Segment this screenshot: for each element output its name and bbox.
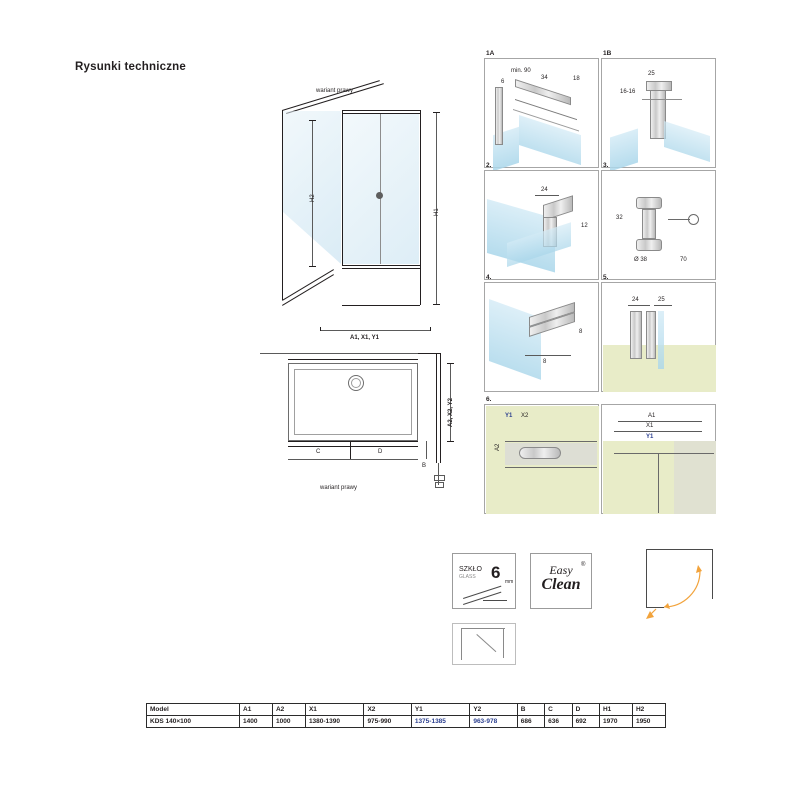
dim-1b-1616: 16-16 (620, 89, 636, 95)
dim-3-70: 70 (680, 257, 687, 263)
glass-label-sub: GLASS (459, 574, 476, 580)
cell-a1: 1400 (240, 716, 273, 728)
table-header-row (147, 704, 666, 716)
th-a2: A2 (272, 704, 305, 716)
panel-label-5: 5. (603, 274, 609, 281)
th-c: C (545, 704, 572, 716)
table-row (147, 716, 666, 728)
easy-clean-easy: Easy (549, 563, 573, 577)
dim-6-x2: X2 (521, 413, 529, 419)
dim-2-24: 24 (541, 187, 548, 193)
th-a1: A1 (240, 704, 273, 716)
dim-2-12: 12 (581, 223, 588, 229)
dim-1a-min90: min. 90 (511, 68, 531, 74)
cell-x2: 975-990 (364, 716, 411, 728)
detail-panel-3 (601, 170, 716, 280)
dim-5-24: 24 (632, 297, 639, 303)
specification-table (146, 703, 666, 728)
mini-door-diagram (452, 623, 516, 665)
door-swing-diagram (640, 547, 720, 619)
panel-label-4: 4. (486, 274, 492, 281)
dim-c: C (316, 449, 321, 455)
th-model: Model (147, 704, 240, 716)
easy-clean-icon (530, 553, 592, 609)
cell-model: KDS 140×100 (147, 716, 240, 728)
dim-1a-18: 18 (573, 76, 580, 82)
detail-panel-6 (484, 404, 599, 514)
dim-7-y1: Y1 (646, 434, 654, 440)
plan-caption: wariant prawy (320, 485, 358, 491)
cell-c: 636 (545, 716, 572, 728)
glass-thickness-icon (452, 553, 516, 609)
dim-1b-25: 25 (648, 71, 655, 77)
cell-y2: 963-978 (470, 716, 517, 728)
dim-7-a1: A1 (648, 413, 656, 419)
th-b: B (517, 704, 544, 716)
registered-mark: ® (581, 562, 586, 568)
panel-label-2: 2. (486, 162, 492, 169)
cell-d: 692 (572, 716, 599, 728)
cell-h1: 1970 (599, 716, 632, 728)
dim-h1: H1 (434, 208, 440, 216)
feature-icons (440, 545, 730, 665)
cell-b: 686 (517, 716, 544, 728)
glass-thickness-unit: mm (505, 579, 514, 585)
dim-6-a2: A2 (495, 443, 501, 451)
panel-label-1b: 1B (603, 50, 612, 57)
dim-3-d38: Ø 38 (634, 257, 648, 263)
th-h1: H1 (599, 704, 632, 716)
th-y1: Y1 (411, 704, 470, 716)
dim-6-y1: Y1 (505, 413, 513, 419)
glass-thickness-value: 6 (491, 563, 501, 582)
detail-panel-4 (484, 282, 599, 392)
easy-clean-clean: Clean (541, 576, 581, 593)
dim-d: D (378, 449, 383, 455)
panel-label-6: 6. (486, 396, 492, 403)
dim-5-25: 25 (658, 297, 665, 303)
panel-label-3: 3. (603, 162, 609, 169)
th-y2: Y2 (470, 704, 517, 716)
dim-1a-34: 34 (541, 75, 548, 81)
cell-a2: 1000 (272, 716, 305, 728)
dim-b: B (422, 463, 427, 469)
cell-y1: 1375-1385 (411, 716, 470, 728)
dim-h2: H2 (310, 194, 316, 202)
glass-label-top: SZKŁO (459, 566, 482, 573)
detail-panel-5 (601, 282, 716, 392)
dim-a2x2y2: A2, X2, Y2 (448, 398, 454, 427)
iso-caption: wariant prawy (316, 88, 354, 94)
detail-panel-1b (601, 58, 716, 168)
dim-4-8b: 8 (579, 329, 583, 335)
th-d: D (572, 704, 599, 716)
dim-3-32: 32 (616, 215, 623, 221)
dim-7-x1: X1 (646, 423, 654, 429)
dim-4-8a: 8 (543, 359, 547, 365)
cell-h2: 1950 (632, 716, 665, 728)
th-x2: X2 (364, 704, 411, 716)
th-x1: X1 (305, 704, 364, 716)
main-plan-drawing (250, 345, 465, 500)
detail-panel-1a (484, 58, 599, 168)
detail-panel-7 (601, 404, 716, 514)
dim-1a-6: 6 (501, 79, 505, 85)
dim-a1x1y1: A1, X1, Y1 (350, 335, 379, 341)
main-isometric-drawing (250, 80, 460, 340)
panel-label-1a: 1A (486, 50, 495, 57)
cell-x1: 1380-1390 (305, 716, 364, 728)
th-h2: H2 (632, 704, 665, 716)
detail-panel-2 (484, 170, 599, 280)
page-title: Rysunki techniczne (75, 61, 186, 73)
